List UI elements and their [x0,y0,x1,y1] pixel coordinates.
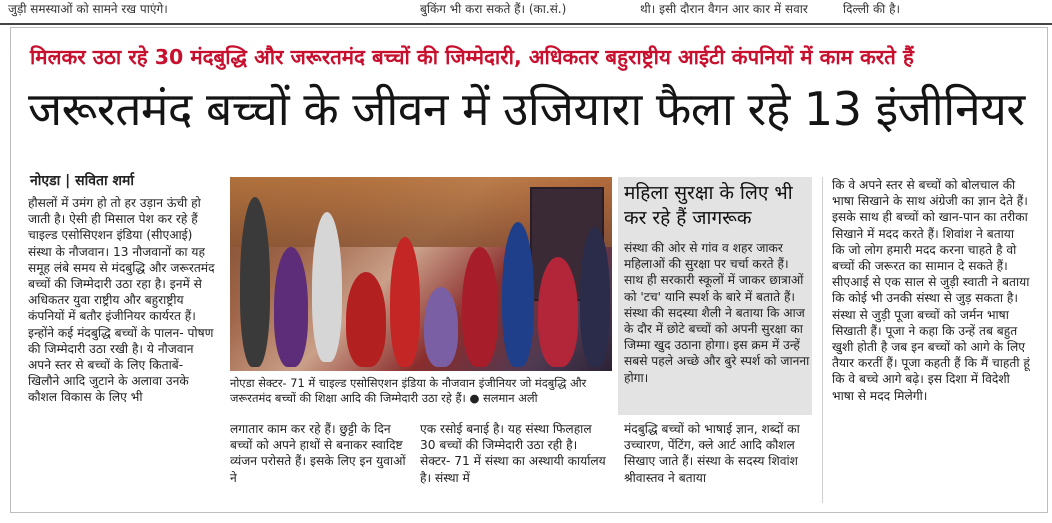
column-3-text: एक रसोई बनाई है। यह संस्था फिलहाल 30 बच्चों की जिम्मेदारी उठा रही है। सेक्टर- 71 में संस्था का अस्थायी कार्यालय है। संस्था में [420,422,606,485]
article-headline: जरूरतमंद बच्चों के जीवन में उजियारा फैला रहे 13 इंजीनियर [28,82,1025,136]
sidebar-heading: महिला सुरक्षा के लिए भी कर रहे हैं जागरूक [624,182,793,229]
prev-article-fragment-right: थी। इसी दौरान वैगन आर कार में सवार [640,2,808,16]
sidebar-body: संस्था की ओर से गांव व शहर जाकर महिलाओं की सुरक्षा पर चर्चा करते हैं। साथ ही सरकारी स्कूलों में जाकर छात्राओं को 'टच' यानि स्पर्श के बारे में बताते हैं। संस्था की सदस्या शैली ने बताया कि आज के दौर में छोटे बच्चों को अपनी सुरक्षा का जिम्मा खुद उठाना होगा। इस क्रम में उन्हें सबसे पहले अच्छे और बुरे स्पर्श को जानना होगा। [624,241,810,385]
photo-person [580,227,610,367]
photo-child [390,237,420,367]
photo-child [346,272,386,367]
column-4-text: मंदबुद्धि बच्चों को भाषाई ज्ञान, शब्दों का उच्चारण, पेंटिंग, क्ले आर्ट आदि कौशल सिखाए जाते हैं। संस्था के सदस्य शिवांश श्रीवास्तव ने बताया [624,422,800,485]
section-divider [0,23,1052,25]
photo-child [462,247,498,367]
photo-child [538,257,578,367]
prev-article-fragment-middle: बुकिंग भी करा सकते हैं। (का.सं.) [420,2,567,16]
prev-article-fragment-left: जुड़ी समस्याओं को सामने रख पाएंगे। [8,2,168,16]
photo-child [424,287,458,367]
photo-person [312,212,342,362]
photo-caption: नोएडा सेक्टर- 71 में चाइल्ड एसोसिएशन इंडिया के नौजवान इंजीनियर जो मंदबुद्धि और जरूरतमंद बच्चों की शिक्षा आदि की जिम्मेदारी उठा रहे हैं। ● सलमान अली [230,376,587,405]
column-5-text: कि वे अपने स्तर से बच्चों को बोलचाल की भाषा सिखाने के साथ अंग्रेजी का ज्ञान देते हैं। इसके साथ ही बच्चों को खान-पान का तरीका सिखाने में मदद करते हैं। शिवांश ने बताया कि जो लोग हमारी मदद करना चाहते है वो बच्चों की जरूरत का सामान दे सकते हैं। सीएआई से एक साल से जुड़ी स्वाती ने बताया कि कोई भी उनकी संस्था से जुड़ सकता है। संस्था से जुड़ी पूजा बच्चों को जर्मन भाषा सिखाती हैं। पूजा ने कहा कि उन्हें तब बहुत खुशी होती है जब इन बच्चों को आगे के लिए तैयार करतीं हैं। पूजा कहती हैं कि मैं चाहती हूं कि वे बच्चे आगे बढ़े। इस दिशा में विदेशी भाषा से मदद मिलेगी। [832,178,1030,403]
photo-person [502,222,534,367]
column-1-text: हौसलों में उमंग हो तो हर उड़ान ऊंची हो जाती है। ऐसी ही मिसाल पेश कर रहे हैं चाइल्ड एसोसिएशन इंडिया (सीएआई) संस्था के नौजवान। 13 नौजवानों का यह समूह लंबे समय से मंदबुद्धि और जरूरतमंद बच्चों की जिम्मेदारी उठा रहा है। इनमें से अधिकतर युवा राष्ट्रीय और बहुराष्ट्रीय कंपनियों में बतौर इंजीनियर कार्यरत हैं। इन्होंने कई मंदबुद्धि बच्चों के पालन- पोषण की जिम्मेदारी उठा रखी है। ये नौजवान अपने स्तर से बच्चों के लिए किताबें- खिलौने आदि जुटाने के अलावा उनके कौशल विकास के लिए भी [28,196,215,405]
photo-person [274,247,308,367]
column-divider [822,177,823,503]
prev-article-fragment-end: दिल्ली की है। [843,2,901,16]
article-photo [230,177,612,371]
article-kicker: मिलकर उठा रहे 30 मंदबुद्धि और जरूरतमंद बच्चों की जिम्मेदारी, अधिकतर बहुराष्ट्रीय आईटी कंपनियों में काम करते हैं [30,45,914,69]
photo-person [240,197,270,367]
article-byline: नोएडा | सविता शर्मा [30,173,134,189]
column-2-text: लगातार काम कर रहे हैं। छुट्टी के दिन बच्चों को अपने हाथों से बनाकर स्वादिष्ट व्यंजन परोसते हैं। इसके लिए इन युवाओं ने [230,422,406,485]
